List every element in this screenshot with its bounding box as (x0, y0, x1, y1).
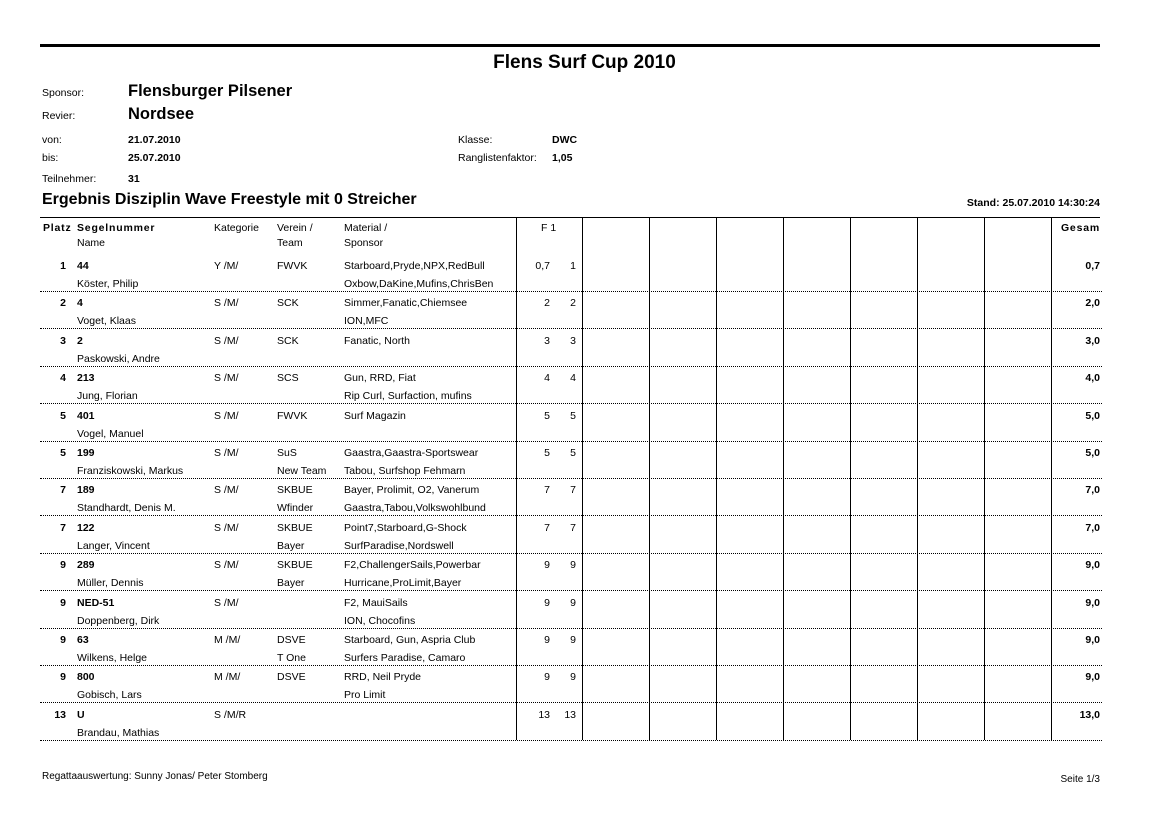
row-separator (40, 590, 1102, 591)
sponsor: SurfParadise,Nordswell (344, 539, 454, 552)
rank: 3 (60, 334, 66, 347)
club: SCS (277, 372, 299, 385)
column-divider (716, 218, 717, 740)
page-title: Flens Surf Cup 2010 (493, 52, 676, 73)
top-rule (40, 44, 1100, 47)
rank: 5 (60, 447, 66, 459)
row-separator (40, 478, 1102, 479)
sponsor: Tabou, Surfshop Fehmarn (344, 465, 466, 477)
category: S /M/ (214, 372, 239, 385)
f1-place: 7 (570, 484, 576, 497)
row-separator (40, 702, 1102, 703)
athlete-name: Vogel, Manuel (77, 427, 144, 440)
material: Starboard, Gun, Aspria Club (344, 634, 476, 646)
rank: 1 (60, 260, 66, 272)
athlete-name: Paskowski, Andre (77, 352, 160, 365)
team: Bayer (277, 577, 305, 590)
f1-points: 9 (544, 559, 550, 572)
club: DSVE (277, 634, 306, 646)
athlete-name: Brandau, Mathias (77, 726, 160, 739)
column-divider (984, 218, 985, 740)
athlete-name: Voget, Klaas (77, 315, 136, 328)
sail-number: 2 (77, 334, 83, 347)
teilnehmer-value: 31 (128, 173, 140, 185)
material: Bayer, Prolimit, O2, Vanerum (344, 484, 480, 497)
rank: 2 (60, 297, 66, 310)
category: S /M/ (214, 334, 239, 347)
klasse-label: Klasse: (458, 134, 493, 146)
sail-number: 199 (77, 447, 95, 459)
rank: 9 (60, 596, 66, 609)
f1-place: 9 (570, 671, 576, 684)
material: F2, MauiSails (344, 596, 408, 609)
category: Y /M/ (214, 260, 239, 272)
f1-place: 13 (564, 708, 576, 721)
col-header-material: Material / Sponsor (344, 222, 388, 249)
club: SKBUE (277, 559, 313, 572)
f1-place: 9 (570, 596, 576, 609)
material: Surf Magazin (344, 409, 406, 422)
rank: 9 (60, 559, 66, 572)
col-header-platz: Platz (43, 222, 72, 234)
f1-points: 5 (544, 447, 550, 459)
club: SuS (277, 447, 297, 459)
club: DSVE (277, 671, 306, 684)
column-divider (516, 218, 517, 740)
sponsor-value: Flensburger Pilsener (128, 82, 293, 100)
von-label: von: (42, 134, 62, 146)
faktor-label: Ranglistenfaktor: (458, 152, 537, 164)
f1-points: 5 (544, 409, 550, 422)
athlete-name: Standhardt, Denis M. (77, 502, 176, 515)
revier-label: Revier: (42, 110, 76, 122)
f1-place: 1 (570, 260, 576, 272)
rank: 9 (60, 634, 66, 646)
column-divider (582, 218, 583, 740)
row-separator (40, 740, 1102, 741)
row-separator (40, 366, 1102, 367)
f1-points: 4 (544, 372, 550, 385)
sponsor: Rip Curl, Surfaction, mufins (344, 390, 472, 403)
club: SCK (277, 334, 299, 347)
category: M /M/ (214, 634, 241, 646)
bis-value: 25.07.2010 (128, 152, 181, 164)
revier-value: Nordsee (128, 105, 195, 123)
category: S /M/ (214, 484, 239, 497)
sail-number: 4 (77, 297, 83, 310)
total-score: 7,0 (1085, 521, 1100, 534)
von-value: 21.07.2010 (128, 134, 181, 146)
row-separator (40, 628, 1102, 629)
athlete-name: Müller, Dennis (77, 577, 144, 590)
sail-number: 401 (77, 409, 95, 422)
material: F2,ChallengerSails,Powerbar (344, 559, 481, 572)
sponsor: ION, Chocofins (344, 614, 416, 627)
athlete-name: Köster, Philip (77, 278, 139, 290)
f1-points: 9 (544, 634, 550, 646)
f1-points: 7 (544, 484, 550, 497)
athlete-name: Jung, Florian (77, 390, 138, 403)
sail-number: 63 (77, 634, 89, 646)
sponsor: Oxbow,DaKine,Mufins,ChrisBen (344, 278, 494, 290)
f1-place: 5 (570, 409, 576, 422)
team: Wfinder (277, 502, 314, 515)
column-divider (850, 218, 851, 740)
faktor-value: 1,05 (552, 152, 573, 164)
athlete-name: Franziskowski, Markus (77, 465, 184, 477)
sail-number: 800 (77, 671, 95, 684)
f1-points: 7 (544, 521, 550, 534)
category: S /M/ (214, 447, 239, 459)
col-header-gesamt: Gesam (1060, 222, 1100, 234)
sail-number: 122 (77, 521, 95, 534)
total-score: 5,0 (1085, 447, 1100, 459)
club: SKBUE (277, 521, 313, 534)
header-rule (40, 217, 1100, 218)
f1-place: 9 (570, 559, 576, 572)
material: Gun, RRD, Fiat (344, 372, 416, 385)
category: S /M/ (214, 521, 239, 534)
col-header-kategorie: Kategorie (214, 222, 259, 234)
athlete-name: Langer, Vincent (77, 539, 150, 552)
club: FWVK (277, 260, 308, 272)
row-separator (40, 553, 1102, 554)
material: RRD, Neil Pryde (344, 671, 422, 684)
total-score: 9,0 (1085, 596, 1100, 609)
column-divider (783, 218, 784, 740)
total-score: 9,0 (1085, 634, 1100, 646)
footer-credits: Regattaauswertung: Sunny Jonas/ Peter Stomberg (42, 771, 268, 782)
column-divider (917, 218, 918, 740)
athlete-name: Doppenberg, Dirk (77, 614, 160, 627)
category: S /M/ (214, 297, 239, 310)
page-number: Seite 1/3 (1060, 774, 1100, 785)
f1-place: 4 (570, 372, 576, 385)
f1-points: 0,7 (535, 260, 550, 272)
material: Starboard,Pryde,NPX,RedBull (344, 260, 485, 272)
total-score: 3,0 (1085, 334, 1100, 347)
sail-number: 213 (77, 372, 95, 385)
section-title: Ergebnis Disziplin Wave Freestyle mit 0 Streicher (42, 191, 417, 208)
athlete-name: Wilkens, Helge (77, 652, 148, 664)
col-header-f1: F 1 (541, 222, 557, 234)
row-separator (40, 515, 1102, 516)
sponsor: Gaastra,Tabou,Volkswohlbund (344, 502, 486, 515)
club: SCK (277, 297, 299, 310)
category: S /M/R (214, 708, 247, 721)
material: Gaastra,Gaastra-Sportswear (344, 447, 479, 459)
sponsor-label: Sponsor: (42, 87, 85, 99)
rank: 7 (60, 484, 66, 497)
club: SKBUE (277, 484, 313, 497)
f1-place: 5 (570, 447, 576, 459)
sail-number: U (77, 708, 85, 721)
club: FWVK (277, 409, 308, 422)
sponsor: Hurricane,ProLimit,Bayer (344, 577, 462, 590)
category: S /M/ (214, 409, 239, 422)
column-divider (1051, 218, 1052, 740)
column-divider (649, 218, 650, 740)
f1-place: 3 (570, 334, 576, 347)
sail-number: 289 (77, 559, 95, 572)
stand-timestamp: Stand: 25.07.2010 14:30:24 (966, 197, 1100, 209)
sail-number: 189 (77, 484, 95, 497)
rank: 13 (54, 708, 66, 721)
sponsor: Surfers Paradise, Camaro (344, 652, 466, 664)
row-separator (40, 665, 1102, 666)
sponsor: Pro Limit (344, 689, 386, 702)
sail-number: NED-51 (77, 596, 115, 609)
total-score: 7,0 (1085, 484, 1100, 497)
category: M /M/ (214, 671, 241, 684)
f1-place: 7 (570, 521, 576, 534)
f1-place: 2 (570, 297, 576, 310)
f1-points: 2 (544, 297, 550, 310)
material: Point7,Starboard,G-Shock (344, 521, 467, 534)
category: S /M/ (214, 596, 239, 609)
col-header-verein: Verein / Team (277, 222, 313, 249)
rank: 5 (60, 409, 66, 422)
row-separator (40, 403, 1102, 404)
rank: 7 (60, 521, 66, 534)
bis-label: bis: (42, 152, 59, 164)
team: T One (277, 652, 306, 664)
total-score: 4,0 (1085, 372, 1100, 385)
total-score: 5,0 (1085, 409, 1100, 422)
col-header-segelnummer: Segelnummer Name (77, 222, 156, 249)
total-score: 0,7 (1085, 260, 1100, 272)
material: Fanatic, North (344, 334, 410, 347)
f1-points: 9 (544, 596, 550, 609)
total-score: 13,0 (1079, 708, 1100, 721)
sail-number: 44 (77, 260, 89, 272)
athlete-name: Gobisch, Lars (77, 689, 142, 702)
material: Simmer,Fanatic,Chiemsee (344, 297, 468, 310)
sponsor: ION,MFC (344, 315, 389, 328)
f1-points: 9 (544, 671, 550, 684)
teilnehmer-label: Teilnehmer: (42, 173, 97, 185)
category: S /M/ (214, 559, 239, 572)
rank: 9 (60, 671, 66, 684)
f1-points: 3 (544, 334, 550, 347)
team: Bayer (277, 539, 305, 552)
f1-place: 9 (570, 634, 576, 646)
row-separator (40, 441, 1102, 442)
team: New Team (277, 465, 327, 477)
total-score: 2,0 (1085, 297, 1100, 310)
row-separator (40, 328, 1102, 329)
f1-points: 13 (538, 708, 550, 721)
row-separator (40, 291, 1102, 292)
total-score: 9,0 (1085, 671, 1100, 684)
total-score: 9,0 (1085, 559, 1100, 572)
rank: 4 (60, 372, 66, 385)
klasse-value: DWC (552, 134, 578, 146)
